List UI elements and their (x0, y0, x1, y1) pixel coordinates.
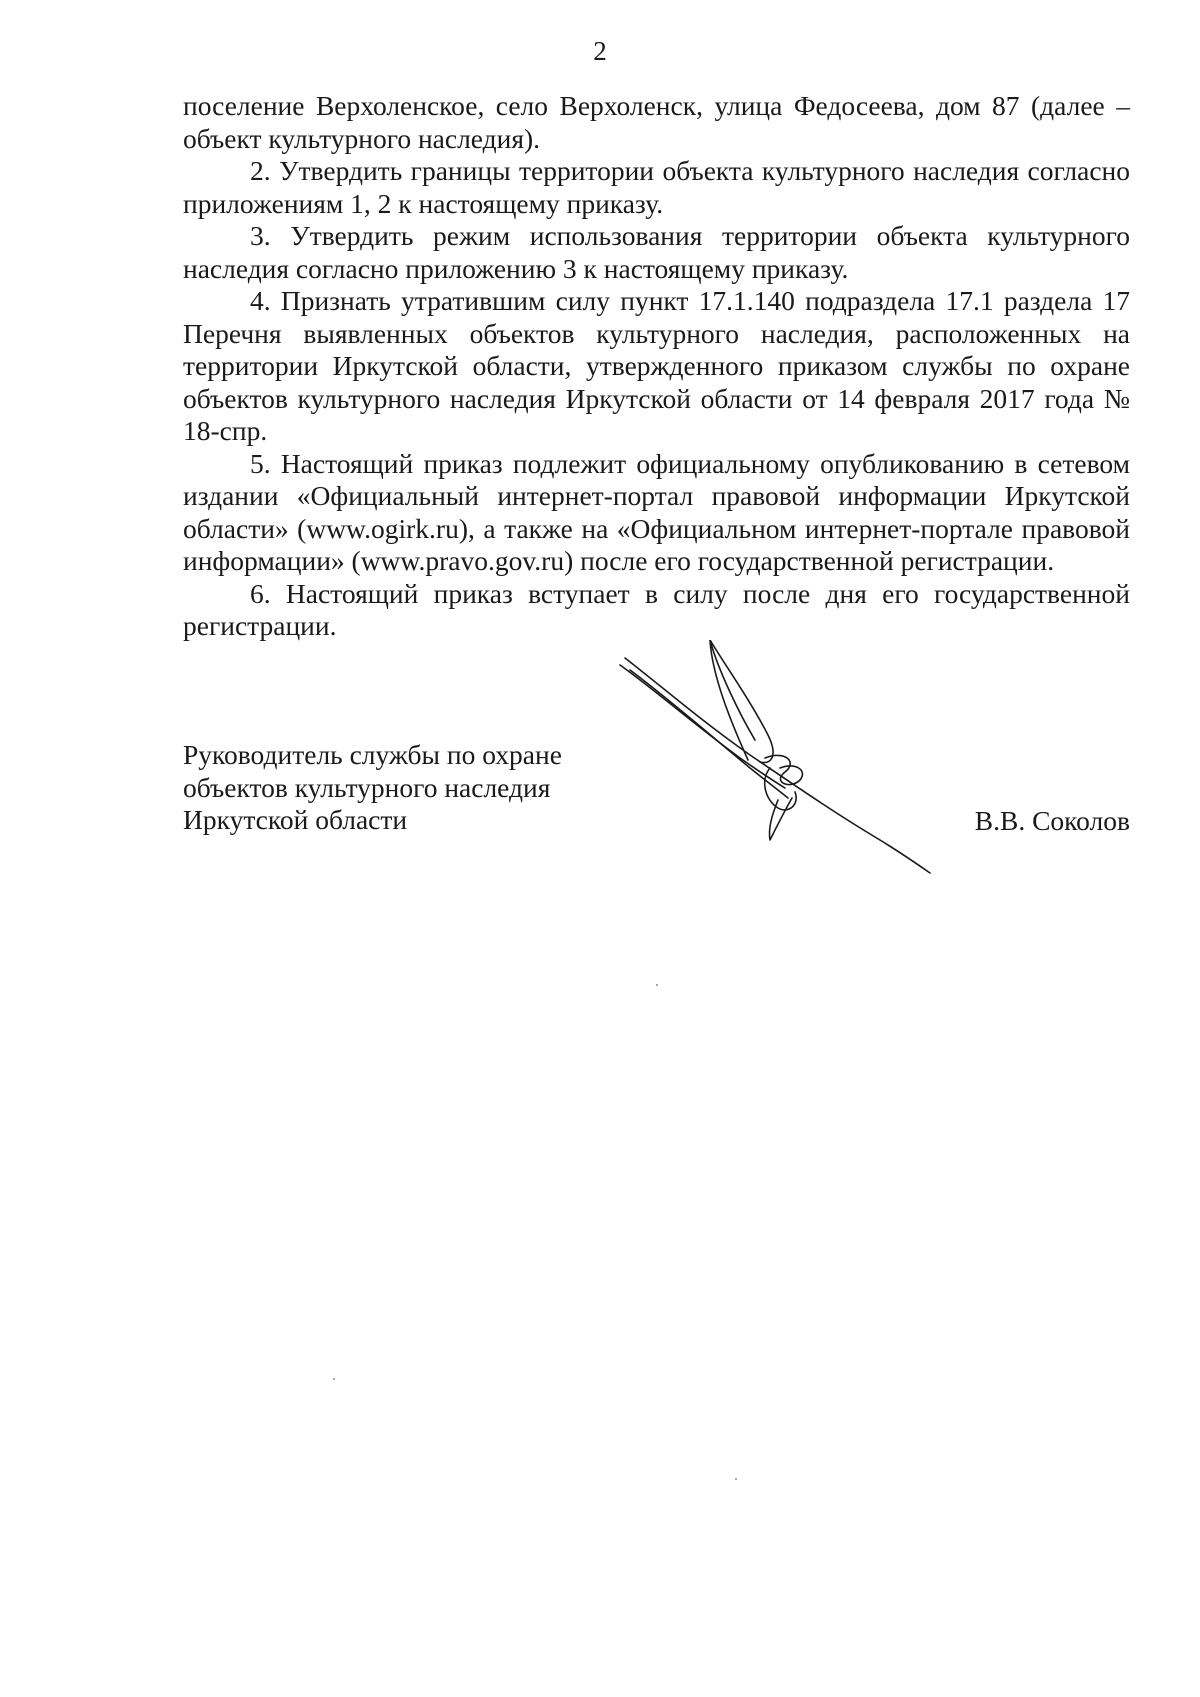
paragraph-item-2: 2. Утвердить границы территории объекта культурного наследия согласно приложениям 1, 2 к настоящему приказу. (183, 155, 1130, 219)
signer-position-line: объектов культурного наследия (183, 771, 551, 803)
signer-position (183, 739, 603, 837)
document-body (183, 90, 1130, 643)
paragraph-item-6: 6. Настоящий приказ вступает в силу после дня его государственной регистрации. (183, 577, 1130, 641)
paragraph-item-4: 4. Признать утратившим силу пункт 17.1.140 подраздела 17.1 раздела 17 Перечня выявленных объектов культурного наследия, расположенных на территории Иркутской области, утвержденного приказом службы по охране объектов культурного наследия Иркутской области от 14 февраля 2017 года № 18-спр. (183, 285, 1130, 446)
page-number: 2 (593, 36, 607, 66)
scan-speck (735, 1478, 737, 1480)
signer-name: В.В. Соколов (974, 805, 1130, 836)
handwritten-signature (600, 640, 940, 940)
signer-position-line: Руководитель службы по охране (183, 739, 562, 770)
scan-speck (656, 984, 658, 986)
paragraph-item-5: 5. Настоящий приказ подлежит официальному опубликованию в сетевом издании «Официальный интернет-портал правовой информации Иркутской области» (www.ogirk.ru), а также на «Официальном интернет-портале правовой информации» (www.pravo.gov.ru) после его государственной регистрации. (183, 447, 1130, 576)
signer-position-line: Иркутской области (183, 804, 408, 835)
paragraph-item-3: 3. Утвердить режим использования территории объекта культурного наследия согласно приложению 3 к настоящему приказу. (183, 220, 1130, 284)
paragraph-continuation: поселение Верхоленское, село Верхоленск, улица Федосеева, дом 87 (далее – объект культурного наследия). (183, 90, 1130, 154)
scan-speck (333, 1378, 335, 1380)
